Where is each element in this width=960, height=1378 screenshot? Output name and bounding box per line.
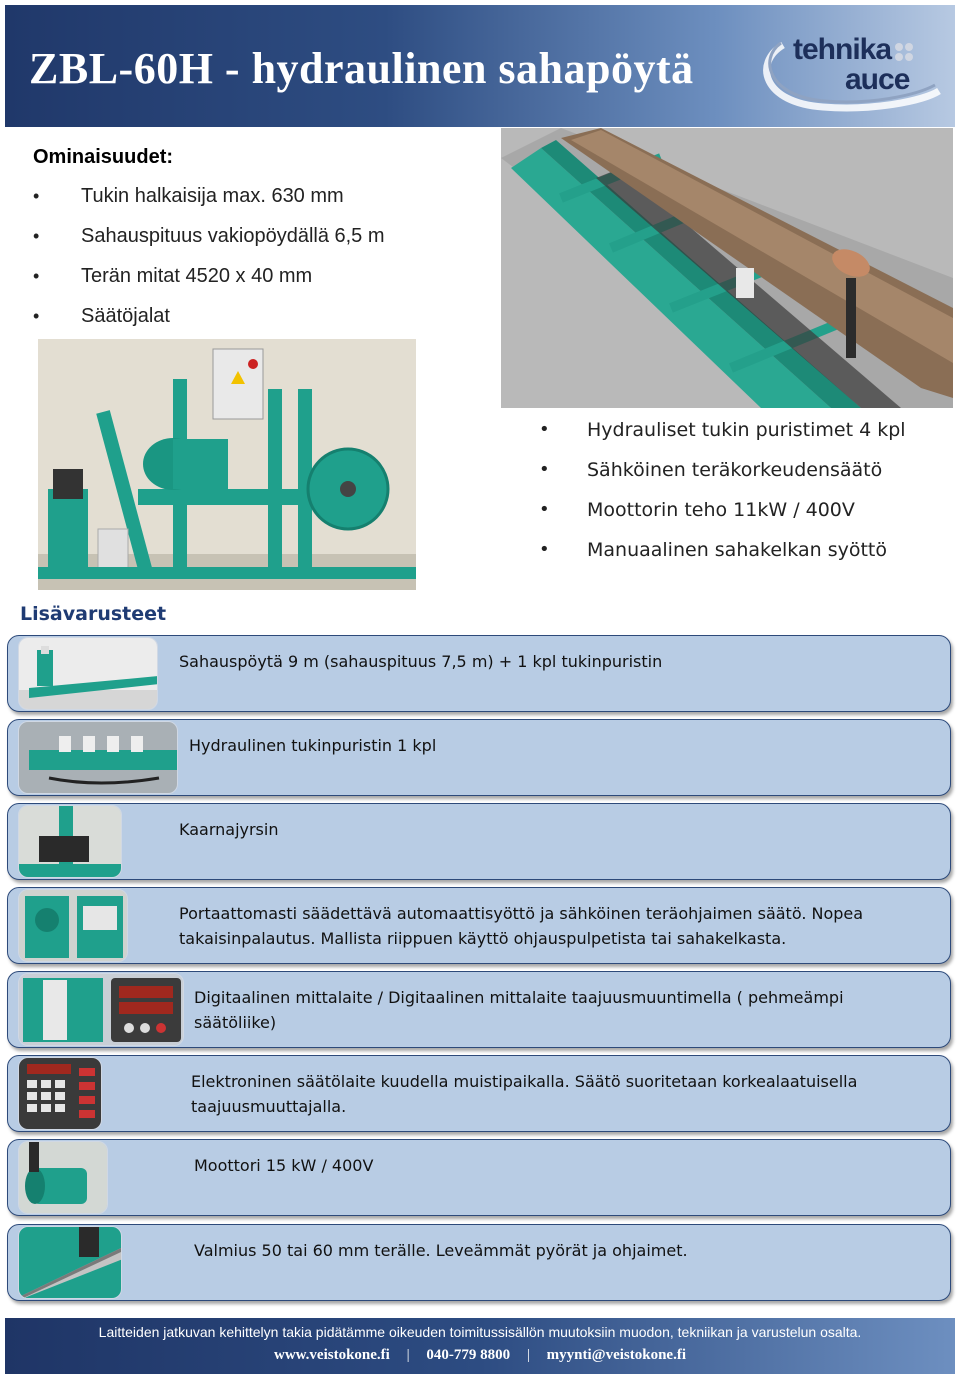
feature-item: • Manuaalinen sahakelkan syöttö xyxy=(539,530,906,570)
accessory-thumbnail xyxy=(18,973,184,1046)
tehnika-auce-logo xyxy=(753,23,943,115)
accessory-thumbnail xyxy=(18,1226,122,1299)
accessory-row xyxy=(7,1139,951,1216)
accessory-row xyxy=(7,803,951,880)
accessory-text: Moottori 15 kW / 400V xyxy=(194,1156,374,1175)
sawmill-log-photo xyxy=(501,128,953,408)
accessory-text: Kaarnajyrsin xyxy=(179,820,279,839)
email-link[interactable]: myynti@veistokone.fi xyxy=(546,1347,686,1363)
electronic-controller-thumbnail xyxy=(19,1058,102,1130)
accessory-text: Sahauspöytä 9 m (sahauspituus 7,5 m) + 1 kpl tukinpuristin xyxy=(179,652,663,671)
features-list-right xyxy=(539,410,906,570)
footer-disclaimer: Laitteiden jatkuvan kehittelyn takia pidätämme oikeuden toimitussisällön muutoksiin muodon, tekniikan ja varustelun osalta. xyxy=(98,1324,862,1340)
digital-gauge-thumbnail xyxy=(19,974,184,1046)
accessory-thumbnail xyxy=(18,721,178,794)
auto-feed-thumbnail xyxy=(19,890,128,962)
saw-head-illustration xyxy=(38,339,416,590)
accessory-thumbnail xyxy=(18,1057,102,1130)
accessory-text: Valmius 50 tai 60 mm terälle. Leveämmät pyörät ja ohjaimet. xyxy=(194,1241,688,1260)
accessory-row xyxy=(7,719,951,796)
page-title: ZBL-60H - hydraulinen sahapöytä xyxy=(29,44,694,93)
accessory-thumbnail xyxy=(18,637,158,710)
accessory-row xyxy=(7,887,951,964)
accessory-text: Portaattomasti säädettävä automaattisyöttö ja sähköinen teräohjaimen säätö. Nopea takaisinpalautus. Mallista riippuen käyttö ohjauspulpetista tai sahakelkasta. xyxy=(179,904,864,948)
accessory-thumbnail xyxy=(18,889,128,962)
accessory-thumbnail xyxy=(18,1141,108,1214)
accessory-row xyxy=(7,1224,951,1301)
sawmill-log-illustration xyxy=(501,128,953,408)
feature-item: • Tukin halkaisija max. 630 mm xyxy=(33,176,385,216)
feature-item: • Sahauspituus vakiopöydällä 6,5 m xyxy=(33,216,385,256)
feature-item: • Moottorin teho 11kW / 400V xyxy=(539,490,906,530)
accessory-text: Hydraulinen tukinpuristin 1 kpl xyxy=(189,736,437,755)
motor-thumbnail xyxy=(19,1142,108,1214)
features-list-left xyxy=(33,176,385,336)
footer-separator: | xyxy=(526,1347,530,1363)
page-header xyxy=(5,5,955,127)
accessories-heading: Lisävarusteet xyxy=(20,603,167,625)
accessory-row xyxy=(7,1055,951,1132)
feature-item: • Hydrauliset tukin puristimet 4 kpl xyxy=(539,410,906,450)
footer-contact xyxy=(5,1347,955,1364)
feature-item: • Säätöjalat xyxy=(33,296,385,336)
feature-item: • Sähköinen teräkorkeudensäätö xyxy=(539,450,906,490)
features-heading: Ominaisuudet: xyxy=(33,146,174,168)
feature-item: • Terän mitat 4520 x 40 mm xyxy=(33,256,385,296)
bark-cutter-thumbnail xyxy=(19,806,122,878)
logo-text-tehnika: tehnika xyxy=(793,33,892,66)
accessory-text: Elektroninen säätölaite kuudella muistipaikalla. Säätö suoritetaan korkealaatuisella taajuusmuuttajalla. xyxy=(191,1072,858,1116)
accessory-text: Digitaalinen mittalaite / Digitaalinen mittalaite taajuusmuuntimella ( pehmeämpi säätöliike) xyxy=(194,988,844,1032)
logo-text-auce: auce xyxy=(845,63,910,96)
accessory-thumbnail xyxy=(18,805,122,878)
long-saw-table-thumbnail xyxy=(19,638,158,710)
footer-separator: | xyxy=(406,1347,410,1363)
saw-head-photo xyxy=(38,339,416,590)
page-footer xyxy=(5,1318,955,1374)
website-link[interactable]: www.veistokone.fi xyxy=(274,1347,390,1363)
accessory-row xyxy=(7,635,951,712)
wide-blade-thumbnail xyxy=(19,1227,122,1299)
accessory-row xyxy=(7,971,951,1048)
hydraulic-clamp-thumbnail xyxy=(19,722,178,794)
phone-number: 040-779 8800 xyxy=(426,1347,511,1363)
